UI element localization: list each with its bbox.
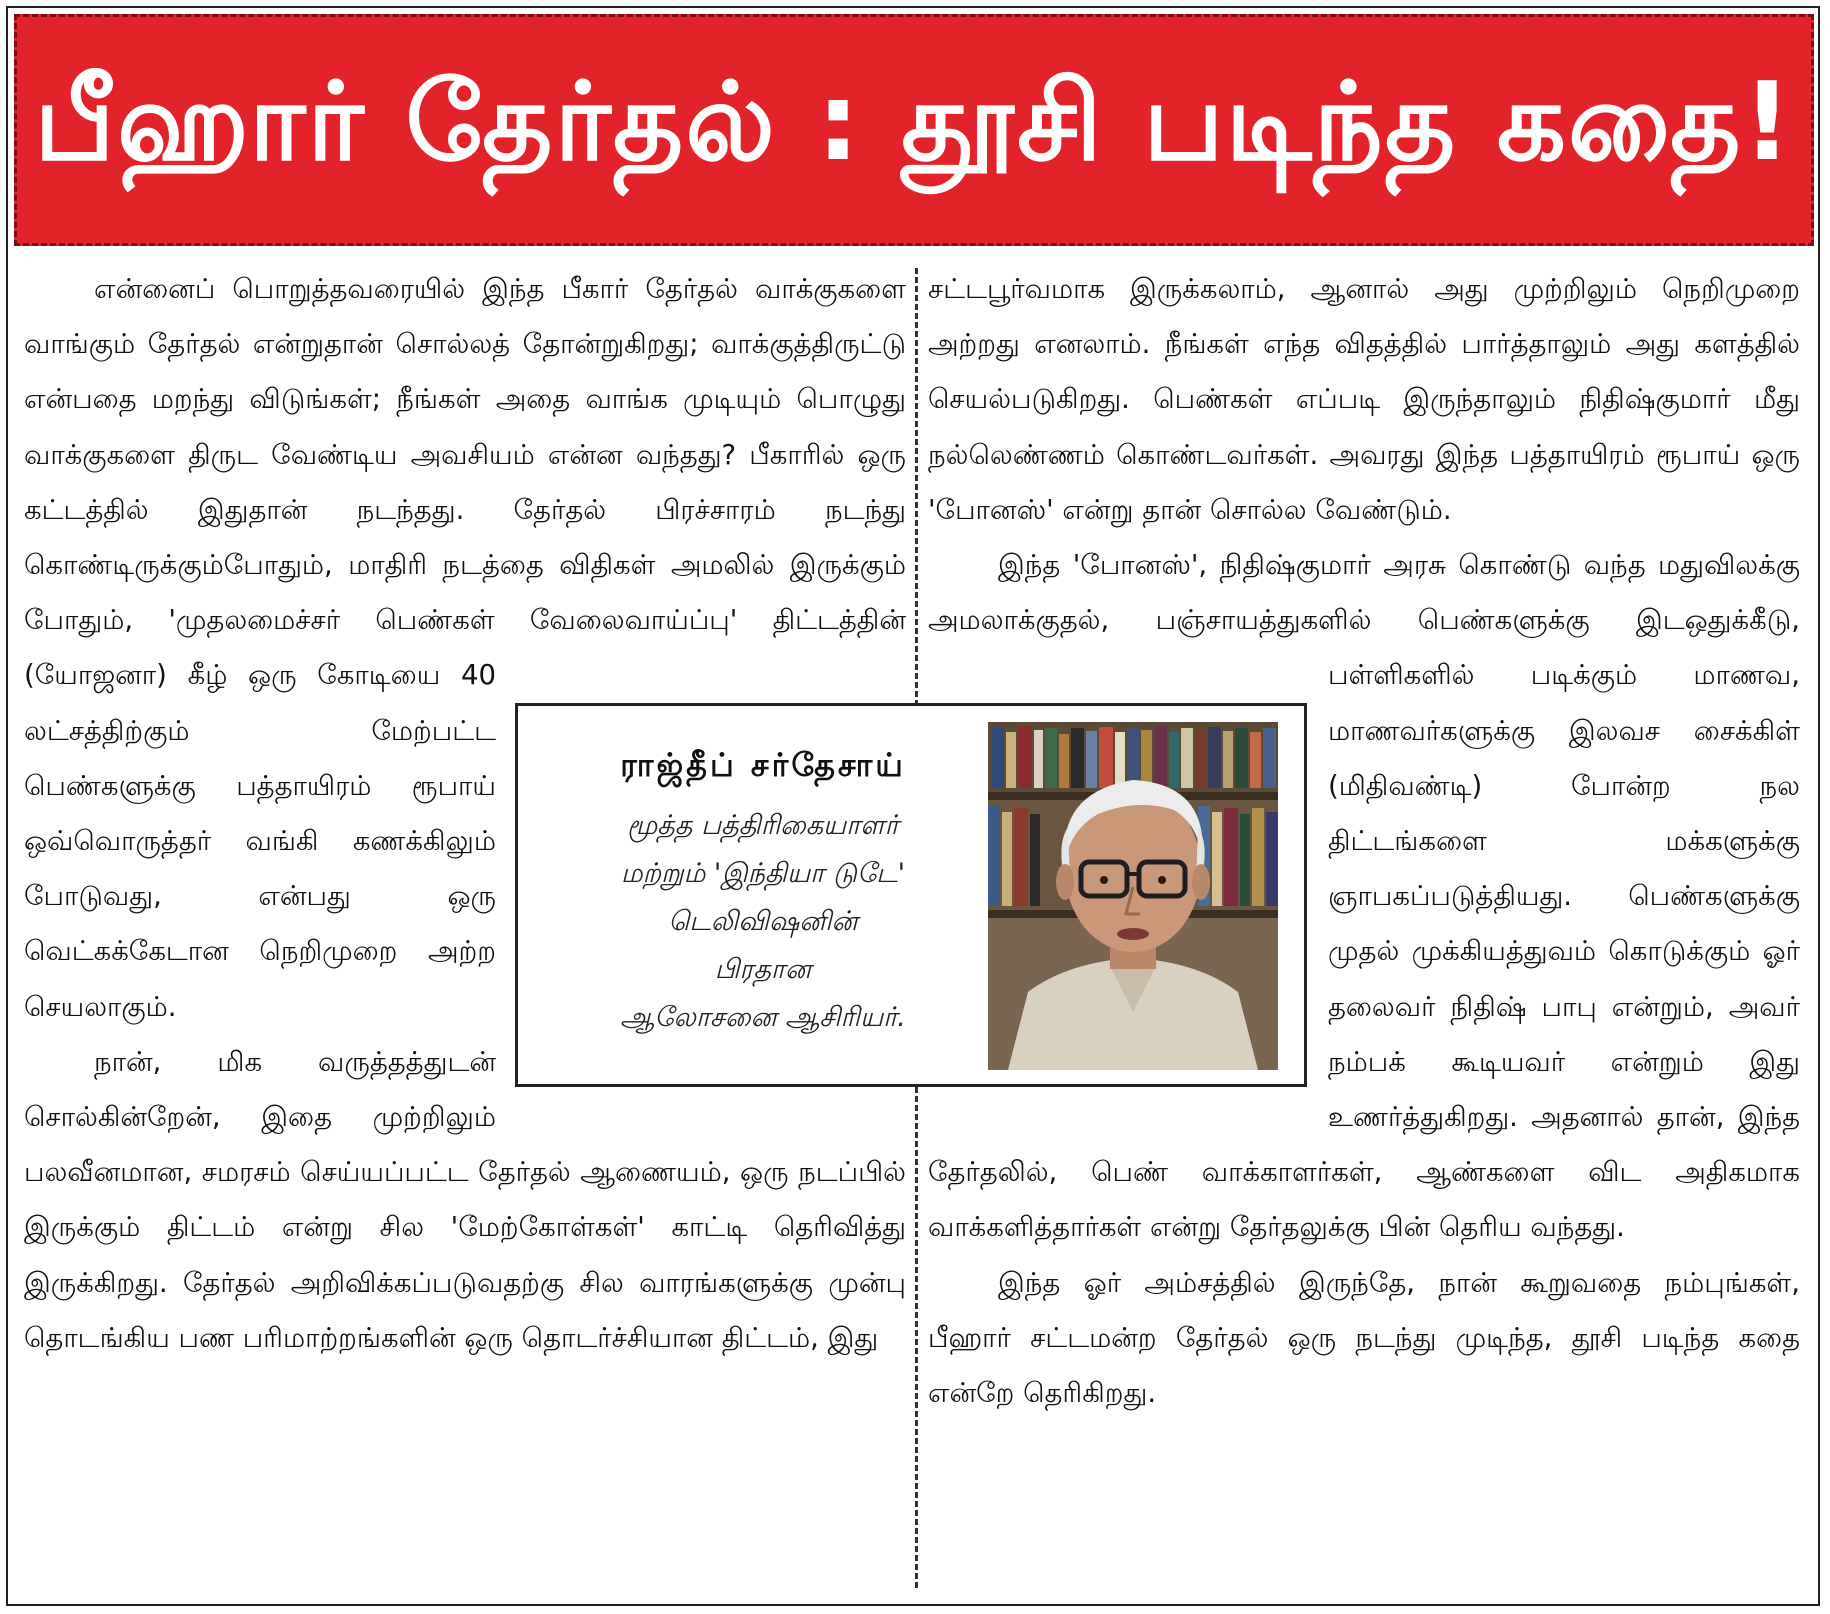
author-name: ராஜ்தீப் சர்தேசாய் [620, 746, 906, 784]
right-paragraph-2: இந்த 'போனஸ்', நிதிஷ்குமார் அரசு கொண்டு வந்த மதுவிலக்கு அமலாக்குதல், பஞ்சாயத்துகளில் பெண்களுக்கு இடஒதுக்கீடு, பள்ளிகளில் படிக்கும் மாணவ, மாணவர்களுக்கு இலவச சைக்கிள் (மிதிவண்டி) போன்ற நல திட்டங்களை மக்களுக்கு ஞாபகப்படுத்தியது. பெண்களுக்கு முதல் முக்கியத்துவம் கொடுக்கும் ஓர் தலைவர் நிதிஷ் பாபு என்றும், அவர் நம்பக் கூடியவர் என்றும் இது உணர்த்துகிறது. அதனால் தான், இந்த தேர்தலில், பெண் வாக்காளர்கள், ஆண்களை விட அதிகமாக வாக்களித்தார்கள் என்று தேர்தலுக்கு பின் தெரிய வந்தது. [928, 549, 1800, 1244]
left-paragraph-2: நான், மிக வருத்தத்துடன் சொல்கின்றேன், இதை முற்றிலும் பலவீனமான, சமரசம் செய்யப்பட்ட தேர்தல் ஆணையம், ஒரு நடப்பில் இருக்கும் திட்டம் என்று சில 'மேற்கோள்கள்' காட்டி தெரிவித்து இருக்கிறது. தேர்தல் அறிவிக்கப்படுவதற்கு சில வாரங்களுக்கு முன்பு தொடங்கிய பண பரிமாற்றங்களின் ஒரு தொடர்ச்சியான திட்டம், இது [24, 1045, 906, 1354]
author-photo [988, 722, 1278, 1070]
author-desc-line: மூத்த பத்திரிகையாளர் [627, 810, 899, 841]
author-desc-line: ஆலோசனை ஆசிரியர். [620, 1002, 906, 1033]
author-description [538, 802, 988, 1042]
author-box [515, 703, 1307, 1087]
left-paragraph-1: என்னைப் பொறுத்தவரையில் இந்த பீகார் தேர்தல் வாக்குகளை வாங்கும் தேர்தல் என்றுதான் சொல்லத் தோன்றுகிறது; வாக்குத்திருட்டு என்பதை மறந்து விடுங்கள்; நீங்கள் அதை வாங்க முடியும் பொழுது வாக்குகளை திருட வேண்டிய அவசியம் என்ன வந்தது? பீகாரில் ஒரு கட்டத்தில் இதுதான் நடந்தது. தேர்தல் பிரச்சாரம் நடந்து கொண்டிருக்கும்போதும், மாதிரி நடத்தை விதிகள் அமலில் இருக்கும் போதும், 'முதலமைச்சர் பெண்கள் வேலைவாய்ப்பு' திட்டத்தின் (யோஜனா) கீழ் ஒரு கோடியை 40 லட்சத்திற்கும் மேற்பட்ட பெண்களுக்கு பத்தாயிரம் ரூபாய் ஒவ்வொருத்தர் வங்கி கணக்கிலும் போடுவது, என்பது ஒரு வெட்கக்கேடான நெறிமுறை அற்ற செயலாகும். [24, 273, 906, 1023]
author-info [538, 746, 988, 1042]
headline-banner [14, 14, 1814, 246]
author-desc-line: பிரதான [714, 954, 812, 985]
headline: பீஹார் தேர்தல் : தூசி படிந்த கதை! [34, 60, 1794, 185]
author-desc-line: மற்றும் 'இந்தியா டுடே' [620, 858, 906, 889]
right-paragraph-3: இந்த ஓர் அம்சத்தில் இருந்தே, நான் கூறுவதை நம்புங்கள், பீஹார் சட்டமன்ற தேர்தல் ஒரு நடந்து முடிந்த, தூசி படிந்த கதை என்றே தெரிகிறது. [928, 1266, 1800, 1410]
right-paragraph-1: சட்டபூர்வமாக இருக்கலாம், ஆனால் அது முற்றிலும் நெறிமுறை அற்றது எனலாம். நீங்கள் எந்த விதத்தில் பார்த்தாலும் அது களத்தில் செயல்படுகிறது. பெண்கள் எப்படி இருந்தாலும் நிதிஷ்குமார் மீது நல்லெண்ணம் கொண்டவர்கள். அவரது இந்த பத்தாயிரம் ரூபாய் ஒரு 'போனஸ்' என்று தான் சொல்ல வேண்டும். [928, 273, 1800, 526]
author-desc-line: டெலிவிஷனின் [668, 906, 858, 937]
